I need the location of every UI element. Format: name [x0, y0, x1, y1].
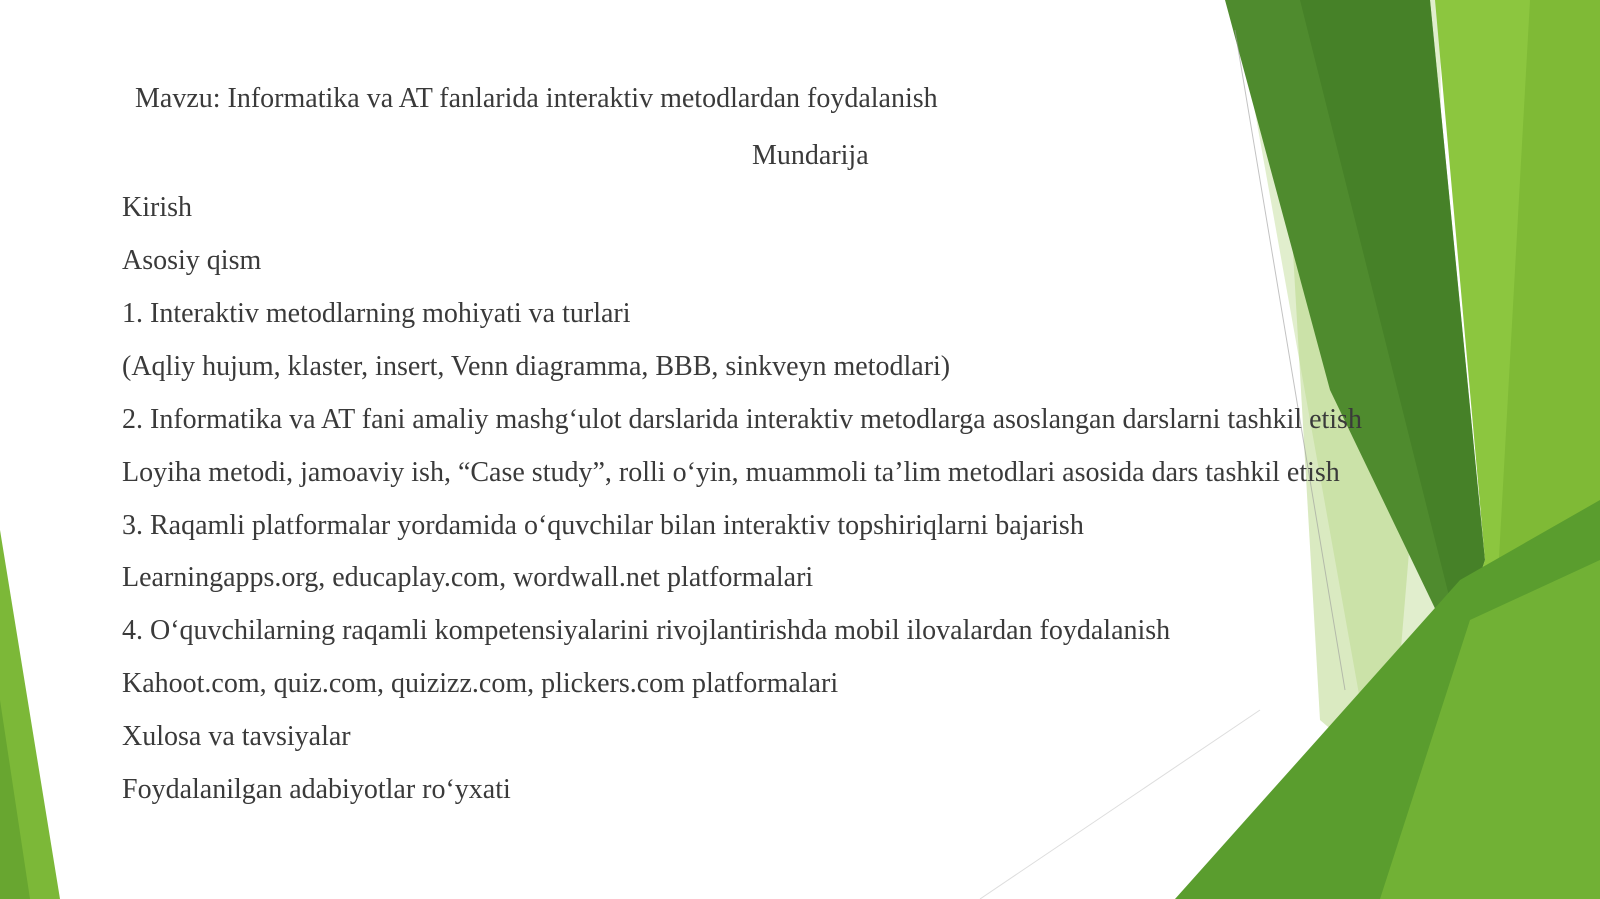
slide-title: Mavzu: Informatika va AT fanlarida interaktiv metodlardan foydalanish	[135, 83, 938, 114]
toc-item-section-2: 2. Informatika va AT fani amaliy mashg‘ulot darslarida interaktiv metodlarga asoslangan darslarni tashkil etish	[122, 404, 1362, 435]
toc-item-main-part: Asosiy qism	[122, 245, 262, 276]
toc-item-section-4: 4. O‘quvchilarning raqamli kompetensiyalarini rivojlantirishda mobil ilovalardan foydalanish	[122, 615, 1171, 646]
toc-item-section-1-detail: (Aqliy hujum, klaster, insert, Venn diagramma, BBB, sinkveyn metodlari)	[122, 351, 951, 382]
toc-item-section-3: 3. Raqamli platformalar yordamida o‘quvchilar bilan interaktiv topshiriqlarni bajarish	[122, 510, 1084, 541]
toc-item-conclusion: Xulosa va tavsiyalar	[122, 721, 351, 752]
toc-item-section-2-detail: Loyiha metodi, jamoaviy ish, “Case study”, rolli o‘yin, muammoli ta’lim metodlari asosida dars tashkil etish	[122, 457, 1340, 488]
toc-item-section-4-detail: Kahoot.com, quiz.com, quizizz.com, plickers.com platformalari	[122, 668, 839, 699]
toc-item-references: Foydalanilgan adabiyotlar ro‘yxati	[122, 774, 511, 805]
contents-heading: Mundarija	[752, 140, 869, 171]
toc-item-section-1: 1. Interaktiv metodlarning mohiyati va turlari	[122, 298, 631, 329]
toc-item-introduction: Kirish	[122, 192, 192, 223]
toc-item-section-3-detail: Learningapps.org, educaplay.com, wordwall.net platformalari	[122, 562, 814, 593]
